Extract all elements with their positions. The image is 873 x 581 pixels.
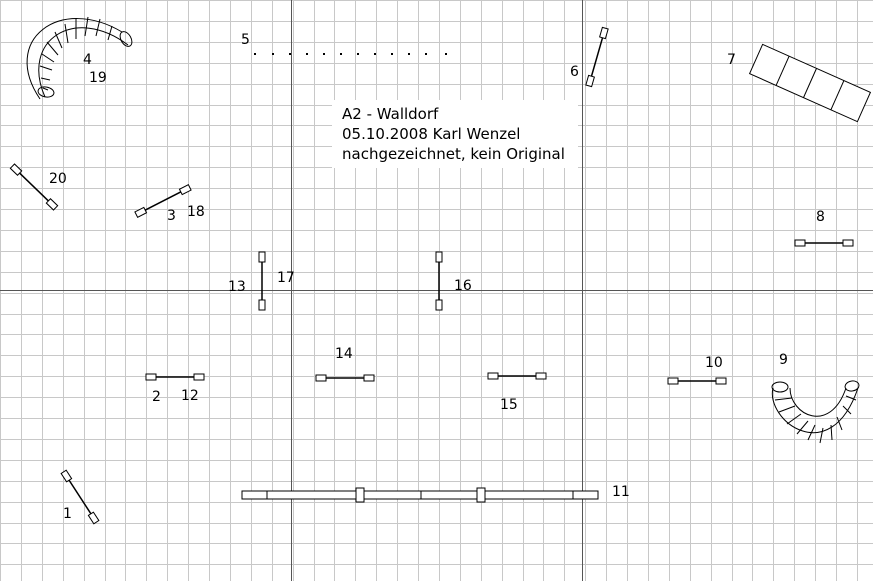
label-12: 12	[181, 388, 199, 404]
label-15: 15	[500, 397, 518, 413]
jump-16	[436, 252, 442, 310]
tunnel-rib	[43, 88, 48, 90]
label-9: 9	[779, 352, 788, 368]
label-1: 1	[63, 506, 72, 522]
jump-13-17	[259, 252, 265, 310]
label-14: 14	[335, 346, 353, 362]
tunnel-rib	[820, 428, 823, 443]
label-19: 19	[89, 70, 107, 86]
label-13: 13	[228, 279, 246, 295]
tunnel-rib	[775, 398, 792, 400]
label-18: 18	[187, 204, 205, 220]
tunnel-rib	[42, 54, 54, 62]
label-17: 17	[277, 270, 295, 286]
label-11: 11	[612, 484, 630, 500]
tunnel-rib	[47, 42, 58, 55]
jump-15	[488, 373, 546, 379]
dogwalk-11	[242, 488, 598, 502]
jump-2-12	[146, 374, 204, 380]
label-6: 6	[570, 64, 579, 80]
jump-14	[316, 375, 374, 381]
label-20: 20	[49, 171, 67, 187]
jump-8	[795, 240, 853, 246]
tunnel-rib	[65, 24, 68, 43]
label-10: 10	[705, 355, 723, 371]
jump-3-18	[135, 185, 191, 218]
label-2: 2	[152, 389, 161, 405]
jump-10	[668, 378, 726, 384]
title-line-3: nachgezeichnet, kein Original	[342, 145, 565, 163]
tunnel-rib	[779, 406, 795, 412]
tunnel-rib	[85, 17, 88, 36]
jump-6	[586, 27, 608, 86]
label-8: 8	[816, 209, 825, 225]
title-line-2: 05.10.2008 Karl Wenzel	[342, 125, 521, 143]
label-5: 5	[241, 32, 250, 48]
label-3: 3	[167, 208, 176, 224]
tunnel-rib	[40, 66, 52, 70]
label-7: 7	[727, 52, 736, 68]
tunnel-4-19	[27, 17, 134, 99]
title-block	[332, 100, 578, 168]
title-line-1: A2 - Walldorf	[342, 105, 439, 123]
label-16: 16	[454, 278, 472, 294]
obstacle-7-frame	[750, 44, 871, 121]
label-4: 4	[83, 52, 92, 68]
